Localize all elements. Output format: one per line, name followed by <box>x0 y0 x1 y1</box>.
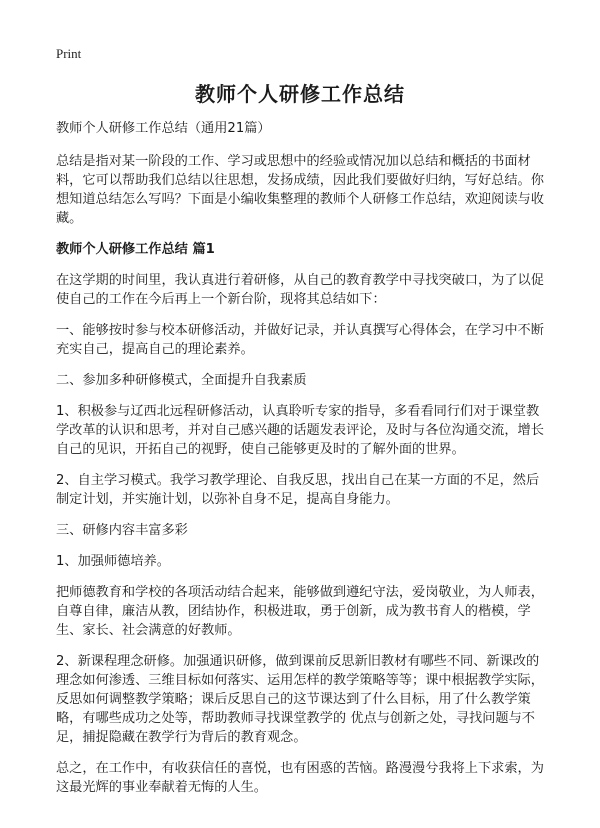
body-paragraph: 2、新课程理念研修。加强通识研修，做到课前反思新旧教材有哪些不同、新课改的理念如何渗透、三维目标如何落实、运用怎样的教学策略等等；课中根据教学实际，反思如何调整教学策略；课后反思自己的这节课达到了什么目标，用了什么教学策略，有哪些成功之处等，帮助教师寻找课堂教学的 优点与创新之处，寻找问题与不足，捕捉隐藏在教学行为背后的教育观念。 <box>56 654 544 745</box>
section-heading: 教师个人研修工作总结 篇1 <box>56 242 215 257</box>
print-link[interactable]: Print <box>56 46 82 61</box>
body-paragraph: 三、研修内容丰富多彩 <box>56 523 188 538</box>
article-body <box>56 119 548 809</box>
body-paragraph: 一、能够按时参与校本研修活动，并做好记录，并认真撰写心得体会，在学习中不断充实自己，提高自己的理论素养。 <box>56 323 544 357</box>
body-paragraph: 2、自主学习模式。我学习教学理论、自我反思，找出自己在某一方面的不足，然后制定计划，并实施计划，以弥补自身不足，提高自身能力。 <box>56 473 540 507</box>
body-paragraph: 1、加强师德培养。 <box>56 554 170 569</box>
body-paragraph: 把师德教育和学校的各项活动结合起来，能够做到遵纪守法，爱岗敬业，为人师表，自尊自律，廉洁从教，团结协作，积极进取，勇于创新，成为教书育人的楷模，学生、家长、社会满意的好教师。 <box>56 585 544 638</box>
body-paragraph: 在这学期的时间里，我认真进行着研修，从自己的教育教学中寻找突破口，为了以促使自己的工作在今后再上一个新台阶，现将其总结如下： <box>56 273 544 307</box>
body-paragraph: 二、参加多种研修模式，全面提升自我素质 <box>56 373 307 388</box>
page-title: 教师个人研修工作总结 <box>195 82 405 106</box>
body-paragraph: 总之，在工作中，有收获信任的喜悦，也有困惑的苦恼。路漫漫兮我将上下求索，为这最光辉的事业奉献着无悔的人生。 <box>56 761 544 795</box>
body-paragraph: 1、积极参与辽西北远程研修活动，认真聆听专家的指导，多看看同行们对于课堂教学改革的认识和思考，并对自己感兴趣的话题发表评论，及时与各位沟通交流，增长自己的见识，开拓自己的视野，使自己能够更及时的了解外面的世界。 <box>56 404 544 457</box>
intro-paragraph: 总结是指对某一阶段的工作、学习或思想中的经验或情况加以总结和概括的书面材料，它可以帮助我们总结以往思想，发扬成绩，因此我们要做好归纳，写好总结。你想知道总结怎么写吗？下面是小编收集整理的教师个人研修工作总结，欢迎阅读与收藏。 <box>56 154 544 226</box>
article-subtitle: 教师个人研修工作总结（通用21篇） <box>56 121 271 136</box>
